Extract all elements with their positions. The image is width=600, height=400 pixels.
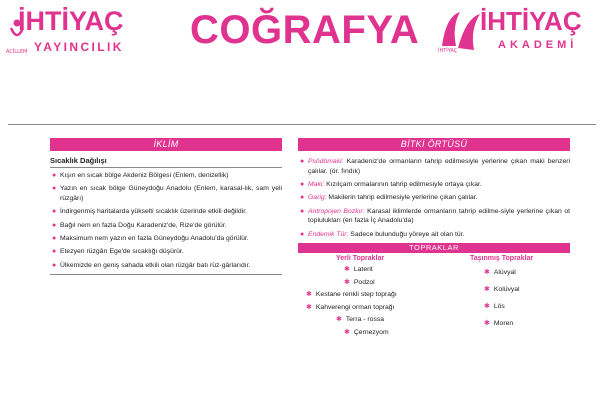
bullet-icon: ● (300, 230, 305, 238)
climate-section-heading: Sıcaklık Dağılışı (50, 156, 282, 168)
bullet-icon: ● (52, 172, 57, 179)
bullet-icon: ✱ (344, 266, 350, 274)
list-item: ● Antropojen Bozkır: Karasal iklimlerde ormanların tahrip edilme-siyle yerlerine çıkan ot toplulukları (en fazla İç Anadolu'da) (300, 207, 570, 225)
list-item: ✱ Moren (484, 320, 514, 328)
publisher-tiny: ACİLLEM (6, 49, 28, 55)
transported-soils-heading: Taşınmış Topraklar (470, 255, 534, 263)
academy-sub: AKADEMİ (498, 39, 578, 51)
bullet-icon: ● (52, 185, 57, 193)
publisher-logo-left (6, 4, 156, 60)
list-item: ● Kışın en sıcak bölge Akdeniz Bölgesi (Enlem, denizellik) (52, 172, 229, 179)
vegetation-list (298, 157, 570, 240)
list-item: ● Yazın en sıcak bölge Güneydoğu Anadolu (Enlem, karasal-lık, sam yeli rüzgârı) (52, 185, 282, 203)
bullet-icon: ● (52, 261, 57, 269)
bullet-icon: ● (52, 221, 57, 229)
bullet-icon: ● (300, 207, 305, 215)
list-item: ✱ Çernezyom (344, 328, 389, 336)
list-item: ✱ Laterit (344, 266, 373, 274)
bullet-icon: ● (300, 194, 305, 202)
bullet-icon: ✱ (306, 291, 312, 299)
climate-list (50, 171, 282, 270)
native-soils-heading: Yerli Topraklar (336, 255, 385, 263)
list-item: ✱ Lös (484, 303, 505, 311)
publisher-sub: YAYINCILIK (34, 40, 124, 54)
climate-bar: İKLİM (50, 138, 282, 151)
bullet-icon: ✱ (484, 303, 490, 311)
list-item: ✱ Kolüvyal (484, 286, 520, 294)
bullet-icon: ✱ (344, 278, 350, 286)
academy-logo-right (436, 4, 596, 60)
list-item: ● Bağıl nem en fazla Doğu Karadeniz'de, Rize'de görülür. (52, 221, 227, 229)
bullet-icon: ● (300, 158, 305, 165)
climate-bottom-divider (50, 274, 282, 275)
list-item: ● Maki: Kızılçam ormalarının tahrip edilmesiyle ortaya çıkar. (300, 181, 482, 189)
soils-bar: TOPRAKLAR (298, 243, 570, 253)
list-item: ✱ Terra - rossa (336, 316, 385, 324)
bullet-icon: ● (52, 234, 57, 242)
bullet-icon: ✱ (306, 303, 312, 311)
bullet-icon: ✱ (344, 328, 350, 336)
list-item: ● Psödömaki: Karadeniz'de ormanların tahrip edilmesiyle yerlerine çıkan maki benzeri çalılar. (ör. fındık) (300, 158, 570, 175)
bullet-icon: ✱ (484, 286, 490, 294)
list-item: ● İndirgenmiş haritalarda yükselti sıcaklık üzerinde etkili değildir. (52, 208, 248, 216)
vegetation-panel (298, 138, 570, 363)
climate-panel (50, 138, 282, 275)
list-item: ● Endemik Tür: Sadece bulunduğu yöreye ait olan tür. (300, 230, 465, 238)
page-title: COĞRAFYA (190, 8, 420, 52)
list-item: ✱ Kestane renkli step toprağı (306, 291, 397, 299)
bullet-icon: ✱ (336, 316, 342, 324)
soils-columns (298, 253, 570, 363)
list-item: ✱ Kahverengi orman toprağı (306, 303, 395, 311)
publisher-brand: İHTİYAÇ (18, 6, 124, 36)
list-item: ● Ülkemizde en geniş sahada etkili olan rüzgâr batı rüz-gârlarıdır. (52, 261, 251, 269)
academy-tiny: İHTİYAÇ (438, 48, 458, 54)
vegetation-bar: BİTKİ ÖRTÜSÜ (298, 138, 570, 151)
header-divider (8, 124, 596, 125)
bullet-icon: ● (300, 181, 305, 189)
transported-soils-column (456, 255, 566, 332)
list-item: ● Maksimum nem yazın en fazla Güneydoğu Anadolu'da görülür. (52, 234, 249, 242)
list-item: ● Garig: Makilerin tahrip edilmesiyle yerlerine çıkan çalılar. (300, 194, 478, 202)
bullet-icon: ● (52, 208, 57, 216)
bullet-icon: ✱ (484, 269, 490, 277)
native-soils-column (298, 255, 448, 339)
list-item: ✱ Podzol (344, 278, 375, 286)
bullet-icon: ✱ (484, 320, 490, 328)
academy-brand: İHTİYAÇ (480, 6, 582, 36)
list-item: ✱ Alüvyal (484, 269, 516, 277)
list-item: ● Etezyen rüzgârı Ege'de sıcaklığı düşürür. (52, 248, 184, 256)
bullet-icon: ● (52, 248, 57, 256)
